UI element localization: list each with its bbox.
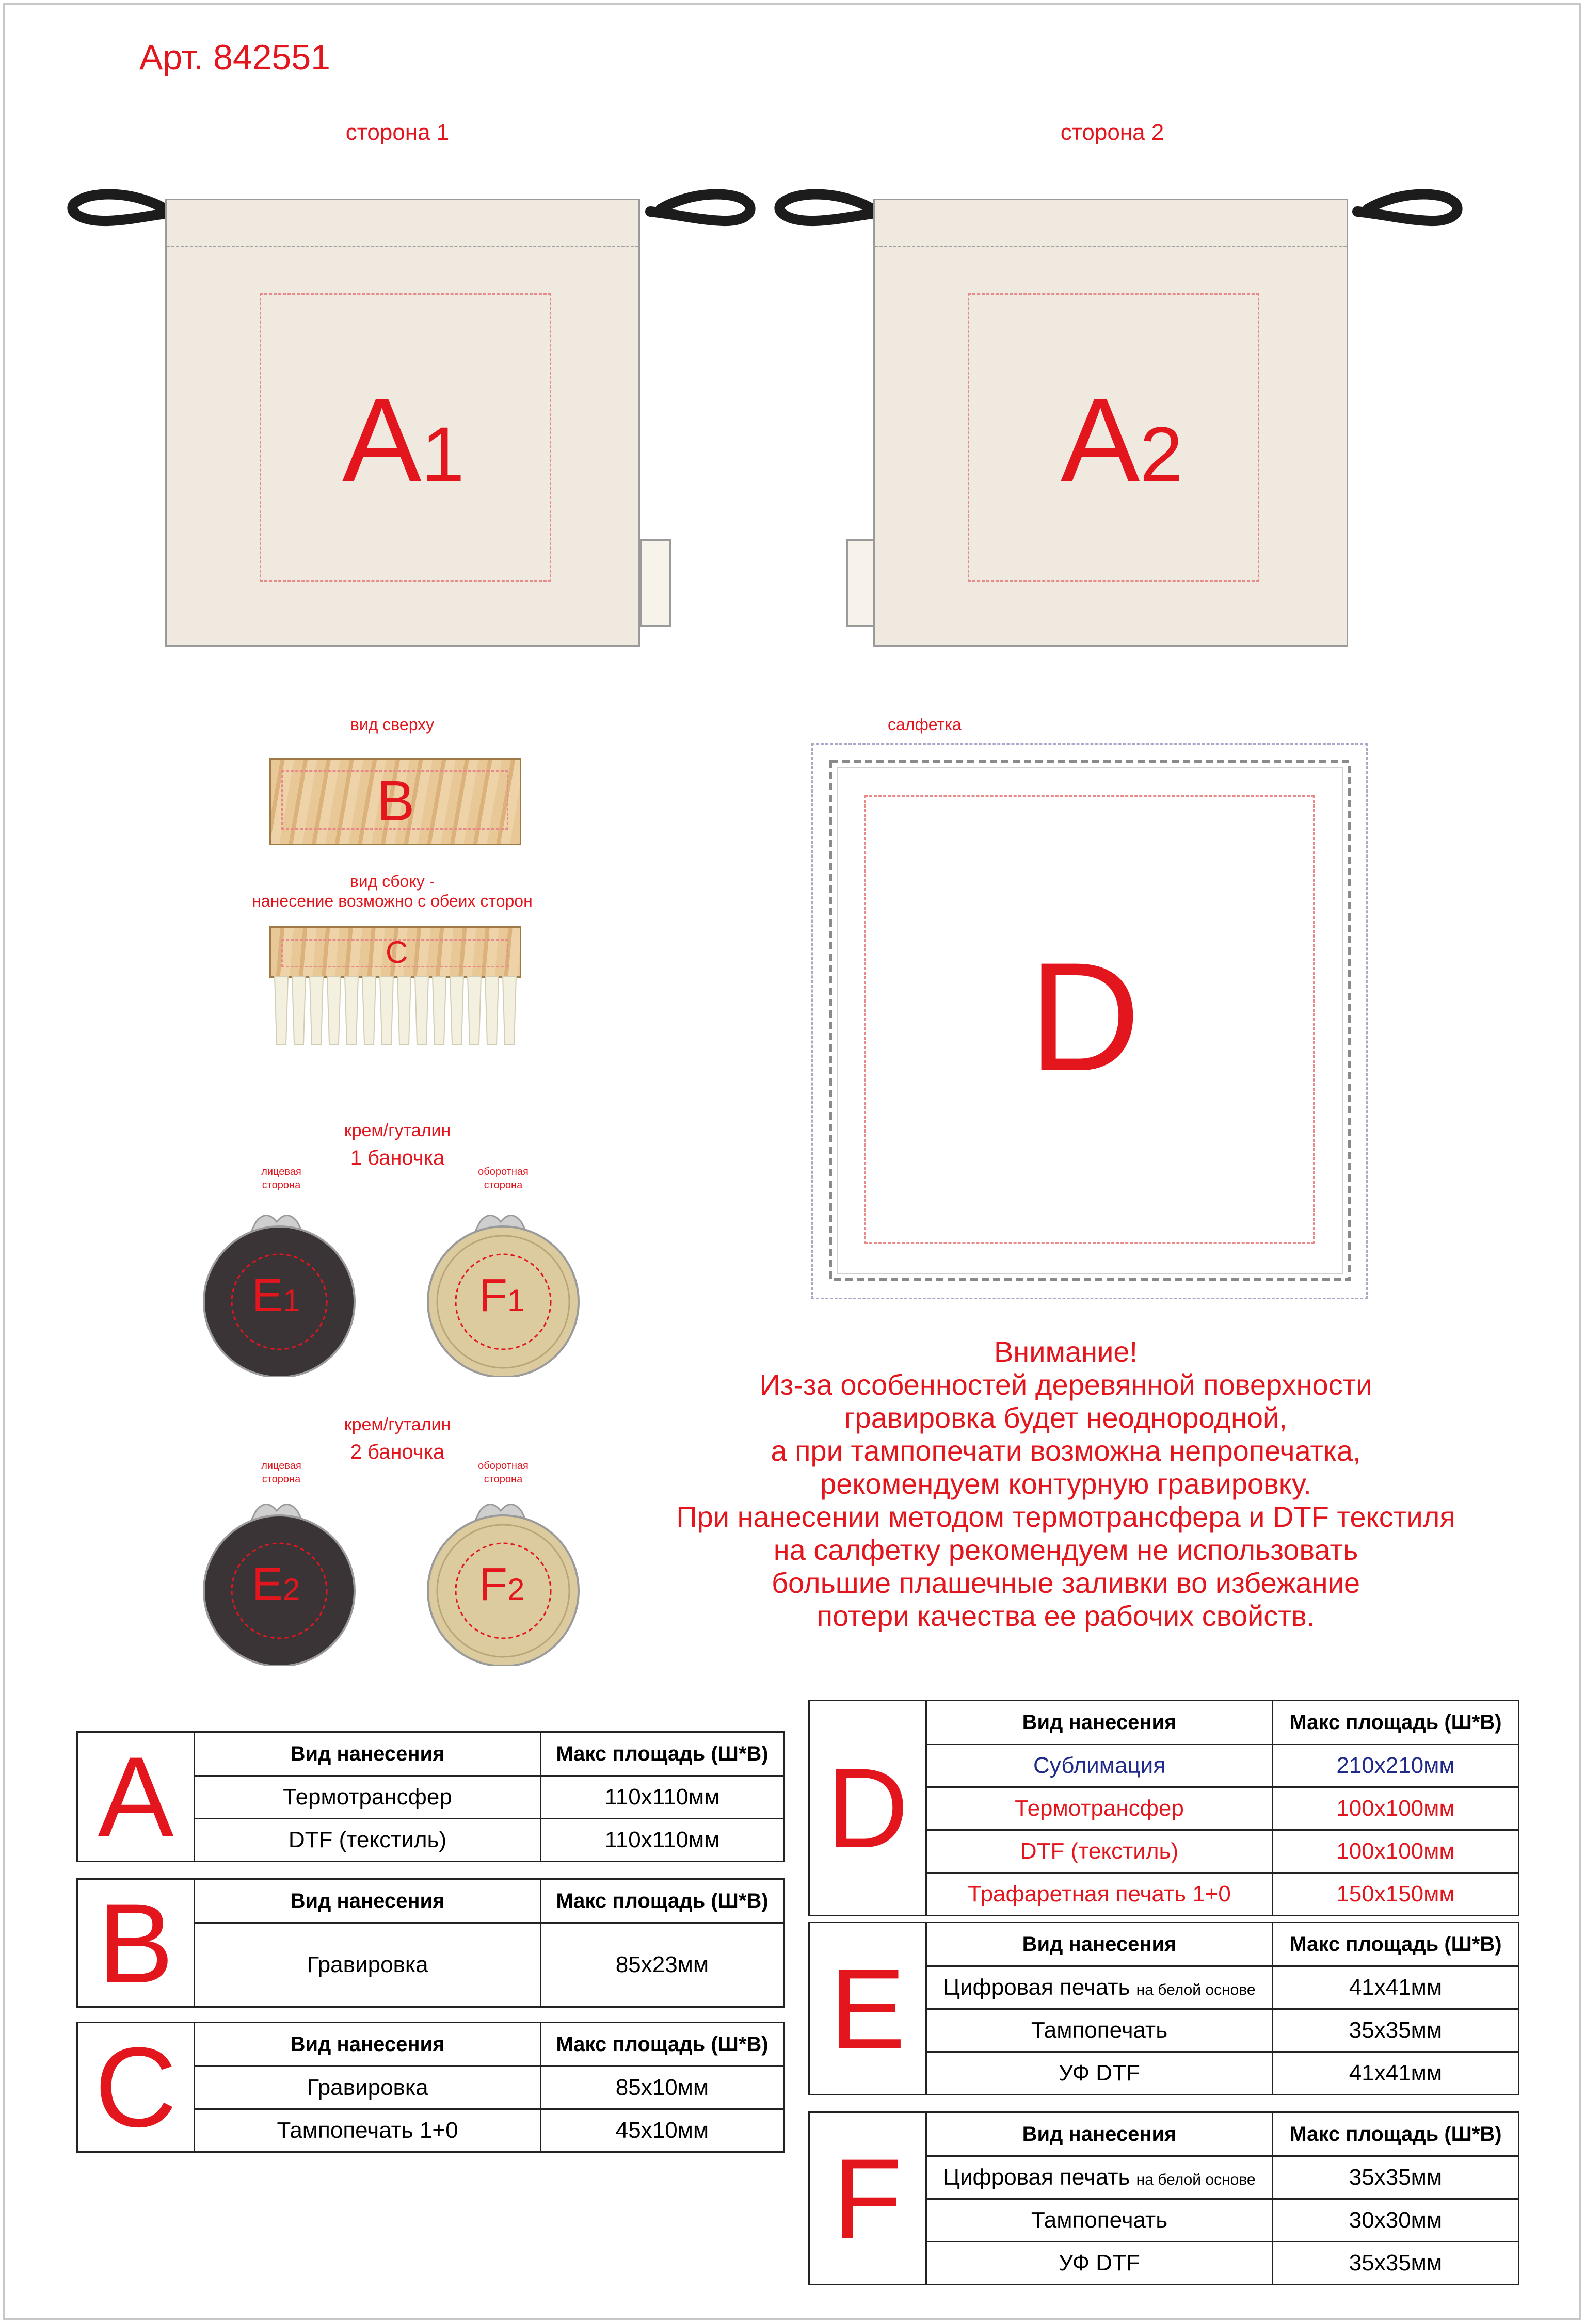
column-header-area: Макс площадь (Ш*В) bbox=[1273, 1701, 1519, 1745]
napkin-caption: салфетка bbox=[888, 715, 962, 734]
column-header-area: Макс площадь (Ш*В) bbox=[541, 2023, 784, 2067]
table-letter: C bbox=[77, 2023, 195, 2152]
column-header-method: Вид нанесения bbox=[195, 1732, 541, 1776]
spec-table-b bbox=[76, 1878, 785, 2008]
pouch-tag-1 bbox=[640, 539, 671, 627]
table-row: Термотрансфер 110x110мм bbox=[77, 1776, 784, 1819]
warning-line: большие плашечные заливки во избежание bbox=[771, 1567, 1360, 1599]
zone-label-a1: A1 bbox=[342, 374, 465, 506]
pouch-side-1 bbox=[165, 199, 640, 647]
table-letter: E bbox=[809, 1923, 926, 2095]
column-header-area: Макс площадь (Ш*В) bbox=[541, 1732, 784, 1776]
table-letter: F bbox=[809, 2112, 926, 2285]
front-side-caption-1: лицевая сторона bbox=[261, 1166, 301, 1191]
column-header-method: Вид нанесения bbox=[195, 1879, 541, 1923]
warning-line: на салфетку рекомендуем не использовать bbox=[773, 1534, 1358, 1566]
table-row: Тампопечать 35x35мм bbox=[809, 2009, 1519, 2052]
pouch-side-2 bbox=[873, 199, 1348, 647]
spec-table-c bbox=[76, 2022, 785, 2153]
column-header-method: Вид нанесения bbox=[195, 2023, 541, 2067]
pouch-hem-line bbox=[167, 246, 638, 247]
warning-line: Внимание! bbox=[994, 1335, 1138, 1368]
article-number: Арт. 842551 bbox=[139, 38, 330, 77]
column-header-area: Макс площадь (Ш*В) bbox=[1273, 2112, 1519, 2156]
side-view-caption-1: вид сбоку - bbox=[349, 872, 435, 891]
table-row: Термотрансфер 100x100мм bbox=[809, 1787, 1519, 1830]
cream-2-caption-1: крем/гуталин bbox=[344, 1415, 451, 1434]
side-2-caption: сторона 2 bbox=[1060, 120, 1164, 145]
warning-line: При нанесении методом термотрансфера и DTF текстиля bbox=[676, 1500, 1455, 1533]
column-header-area: Макс площадь (Ш*В) bbox=[541, 1879, 784, 1923]
table-row: Гравировка 85x23мм bbox=[77, 1923, 784, 2007]
zone-label-f2: F2 bbox=[479, 1559, 525, 1610]
warning-text bbox=[599, 1335, 1533, 1633]
column-header-method: Вид нанесения bbox=[926, 2112, 1273, 2156]
drawstring-cord-right-1 bbox=[645, 186, 759, 232]
zone-label-e1: E1 bbox=[252, 1270, 300, 1321]
warning-line: а при тампопечати возможна непропечатка, bbox=[771, 1434, 1361, 1467]
warning-line: рекомендуем контурную гравировку. bbox=[820, 1467, 1311, 1500]
column-header-method: Вид нанесения bbox=[926, 1923, 1273, 1966]
side-1-caption: сторона 1 bbox=[345, 120, 450, 145]
warning-line: потери качества ее рабочих свойств. bbox=[816, 1600, 1315, 1632]
table-letter: B bbox=[77, 1879, 195, 2007]
cream-1-caption-2: 1 баночка bbox=[350, 1147, 445, 1169]
zone-label-e2: E2 bbox=[252, 1559, 300, 1610]
brush-top-view bbox=[269, 758, 521, 845]
side-view-caption-2: нанесение возможно с обеих сторон bbox=[252, 892, 533, 910]
back-side-caption-1: оборотная сторона bbox=[478, 1166, 529, 1191]
zone-label-f1: F1 bbox=[479, 1270, 525, 1321]
table-row: УФ DTF 41x41мм bbox=[809, 2052, 1519, 2095]
zone-label-a2: A2 bbox=[1061, 374, 1183, 506]
table-row: DTF (текстиль) 100x100мм bbox=[809, 1830, 1519, 1873]
top-view-caption: вид сверху bbox=[350, 715, 435, 734]
spec-table-f bbox=[808, 2111, 1519, 2285]
table-row: Тампопечать 1+0 45x10мм bbox=[77, 2109, 784, 2152]
table-row: Трафаретная печать 1+0 150x150мм bbox=[809, 1873, 1519, 1916]
pouch-tag-2 bbox=[846, 539, 875, 627]
brush-bristles bbox=[273, 976, 518, 1046]
cream-1-caption-1: крем/гуталин bbox=[344, 1121, 451, 1140]
spec-table-a bbox=[76, 1731, 785, 1862]
back-side-caption-2: оборотная сторона bbox=[478, 1460, 529, 1485]
drawstring-cord-right-2 bbox=[1352, 186, 1466, 232]
zone-label-d: D bbox=[1029, 930, 1141, 1103]
column-header-method: Вид нанесения bbox=[926, 1701, 1273, 1745]
column-header-area: Макс площадь (Ш*В) bbox=[1273, 1923, 1519, 1966]
table-row: Цифровая печать на белой основе 41x41мм bbox=[809, 1966, 1519, 2009]
front-side-caption-2: лицевая сторона bbox=[261, 1460, 301, 1485]
table-row: УФ DTF 35x35мм bbox=[809, 2242, 1519, 2285]
warning-line: Из-за особенностей деревянной поверхности bbox=[759, 1368, 1372, 1401]
brush-side-view bbox=[269, 926, 521, 978]
zone-label-c: C bbox=[386, 935, 408, 970]
table-row: Гравировка 85x10мм bbox=[77, 2067, 784, 2109]
cream-2-caption-2: 2 баночка bbox=[350, 1441, 445, 1463]
table-letter: A bbox=[77, 1732, 195, 1862]
pouch-hem-line bbox=[875, 246, 1347, 247]
table-row: Сублимация 210x210мм bbox=[809, 1745, 1519, 1787]
spec-table-d bbox=[808, 1700, 1519, 1916]
zone-label-b: B bbox=[377, 769, 415, 833]
table-row: Цифровая печать на белой основе 35x35мм bbox=[809, 2156, 1519, 2199]
table-letter: D bbox=[809, 1701, 926, 1916]
table-row: Тампопечать 30x30мм bbox=[809, 2199, 1519, 2242]
table-row: DTF (текстиль) 110x110мм bbox=[77, 1819, 784, 1862]
warning-line: гравировка будет неоднородной, bbox=[844, 1401, 1287, 1434]
spec-table-e bbox=[808, 1922, 1519, 2095]
